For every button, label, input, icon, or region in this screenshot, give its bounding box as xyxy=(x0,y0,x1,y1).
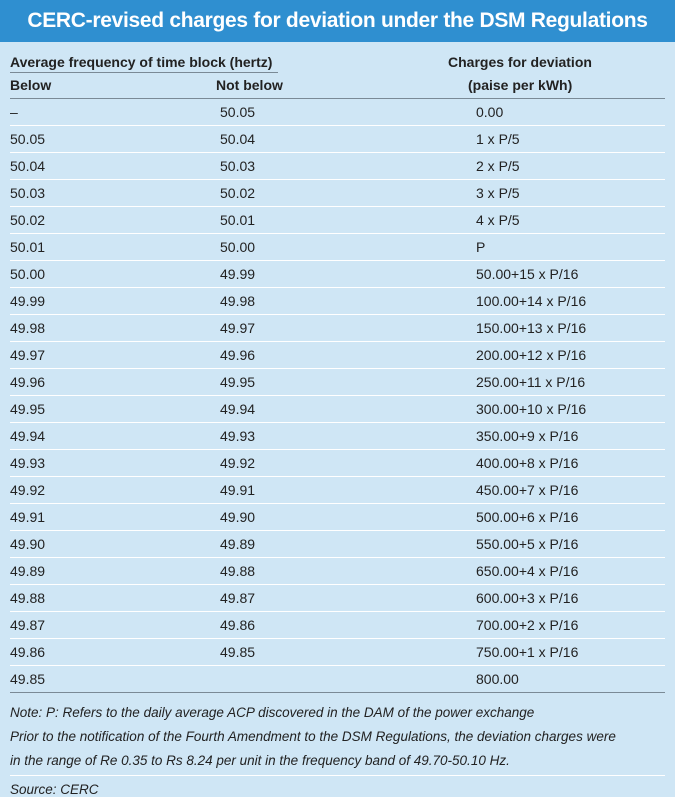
below-cell: 49.94 xyxy=(10,428,46,444)
below-cell: 49.92 xyxy=(10,482,46,498)
not-below-cell: 50.03 xyxy=(220,158,256,174)
below-cell: 50.00 xyxy=(10,266,46,282)
charge-cell: 2 x P/5 xyxy=(476,158,520,174)
table-row xyxy=(10,315,665,342)
table-row xyxy=(10,585,665,612)
below-cell: 49.85 xyxy=(10,671,46,687)
not-below-cell: 49.85 xyxy=(220,644,256,660)
table-row xyxy=(10,504,665,531)
source-text: Source: CERC xyxy=(10,782,99,797)
charge-cell: 600.00+3 x P/16 xyxy=(476,590,579,606)
charge-cell: 650.00+4 x P/16 xyxy=(476,563,579,579)
not-below-cell: 50.04 xyxy=(220,131,256,147)
note-line-1: Note: P: Refers to the daily average ACP discovered in the DAM of the power exchange xyxy=(10,705,535,720)
table-row xyxy=(10,369,665,396)
note-line-3: in the range of Re 0.35 to Rs 8.24 per unit in the frequency band of 49.70-50.10 Hz. xyxy=(10,753,510,768)
charge-cell: 550.00+5 x P/16 xyxy=(476,536,579,552)
charge-cell: 1 x P/5 xyxy=(476,131,520,147)
charge-cell: 150.00+13 x P/16 xyxy=(476,320,587,336)
not-below-cell: 49.89 xyxy=(220,536,256,552)
below-cell: 49.91 xyxy=(10,509,46,525)
not-below-cell: 49.90 xyxy=(220,509,256,525)
table-row xyxy=(10,180,665,207)
charge-cell: 4 x P/5 xyxy=(476,212,520,228)
table-row xyxy=(10,126,665,153)
charge-cell: 800.00 xyxy=(476,671,519,687)
below-cell: 49.96 xyxy=(10,374,46,390)
table-row xyxy=(10,558,665,585)
charge-cell: 500.00+6 x P/16 xyxy=(476,509,579,525)
charge-cell: 450.00+7 x P/16 xyxy=(476,482,579,498)
header-row-1 xyxy=(10,42,665,74)
table-row xyxy=(10,99,665,126)
not-below-cell: 49.86 xyxy=(220,617,256,633)
charge-cell: 0.00 xyxy=(476,104,504,120)
not-below-cell: 49.93 xyxy=(220,428,256,444)
table-container xyxy=(0,42,675,797)
below-cell: 49.87 xyxy=(10,617,46,633)
not-below-cell: 49.94 xyxy=(220,401,256,417)
charge-cell: 400.00+8 x P/16 xyxy=(476,455,579,471)
not-below-cell: 49.87 xyxy=(220,590,256,606)
table-row xyxy=(10,612,665,639)
not-below-cell: 49.88 xyxy=(220,563,256,579)
not-below-column-header: Not below xyxy=(216,77,283,93)
charge-cell: 250.00+11 x P/16 xyxy=(476,374,586,390)
table-body xyxy=(10,99,665,693)
below-cell: 50.01 xyxy=(10,239,46,255)
charge-cell: 200.00+12 x P/16 xyxy=(476,347,587,363)
below-cell: 49.98 xyxy=(10,320,46,336)
below-column-header: Below xyxy=(10,77,52,93)
table-row xyxy=(10,261,665,288)
charge-cell: 300.00+10 x P/16 xyxy=(476,401,587,417)
charge-cell: 350.00+9 x P/16 xyxy=(476,428,579,444)
below-cell: 49.99 xyxy=(10,293,46,309)
table-row xyxy=(10,342,665,369)
below-cell: 49.86 xyxy=(10,644,46,660)
frequency-group-header: Average frequency of time block (hertz) xyxy=(10,54,278,73)
below-cell: 49.97 xyxy=(10,347,46,363)
header-row-2 xyxy=(10,74,665,99)
below-cell: 50.03 xyxy=(10,185,46,201)
below-cell: – xyxy=(10,104,18,120)
table-row xyxy=(10,666,665,693)
charge-cell: P xyxy=(476,239,486,255)
table-row xyxy=(10,450,665,477)
charge-cell: 750.00+1 x P/16 xyxy=(476,644,579,660)
charge-cell: 3 x P/5 xyxy=(476,185,520,201)
table-title: CERC-revised charges for deviation under the DSM Regulations xyxy=(0,0,675,42)
below-cell: 50.05 xyxy=(10,131,46,147)
not-below-cell: 50.01 xyxy=(220,212,256,228)
table-row xyxy=(10,531,665,558)
not-below-cell: 50.02 xyxy=(220,185,256,201)
notes xyxy=(10,693,665,773)
not-below-cell: 49.97 xyxy=(220,320,256,336)
not-below-cell: 50.00 xyxy=(220,239,256,255)
not-below-cell: 49.96 xyxy=(220,347,256,363)
charges-unit-header: (paise per kWh) xyxy=(468,77,573,93)
below-cell: 50.04 xyxy=(10,158,46,174)
table-row xyxy=(10,396,665,423)
below-cell: 49.93 xyxy=(10,455,46,471)
charge-cell: 50.00+15 x P/16 xyxy=(476,266,579,282)
below-cell: 50.02 xyxy=(10,212,46,228)
table-row xyxy=(10,153,665,180)
below-cell: 49.88 xyxy=(10,590,46,606)
below-cell: 49.89 xyxy=(10,563,46,579)
not-below-cell: 49.99 xyxy=(220,266,256,282)
table-row xyxy=(10,234,665,261)
table-row xyxy=(10,423,665,450)
not-below-cell: 49.98 xyxy=(220,293,256,309)
not-below-cell: 49.92 xyxy=(220,455,256,471)
below-cell: 49.95 xyxy=(10,401,46,417)
below-cell: 49.90 xyxy=(10,536,46,552)
charges-header: Charges for deviation xyxy=(448,54,592,70)
table-row xyxy=(10,288,665,315)
charge-cell: 100.00+14 x P/16 xyxy=(476,293,587,309)
note-line-2: Prior to the notification of the Fourth Amendment to the DSM Regulations, the deviation charges were xyxy=(10,729,616,744)
not-below-cell: 49.95 xyxy=(220,374,256,390)
not-below-cell: 50.05 xyxy=(220,104,256,120)
table-row xyxy=(10,207,665,234)
table-row xyxy=(10,477,665,504)
charge-cell: 700.00+2 x P/16 xyxy=(476,617,579,633)
not-below-cell: 49.91 xyxy=(220,482,256,498)
table-row xyxy=(10,639,665,666)
